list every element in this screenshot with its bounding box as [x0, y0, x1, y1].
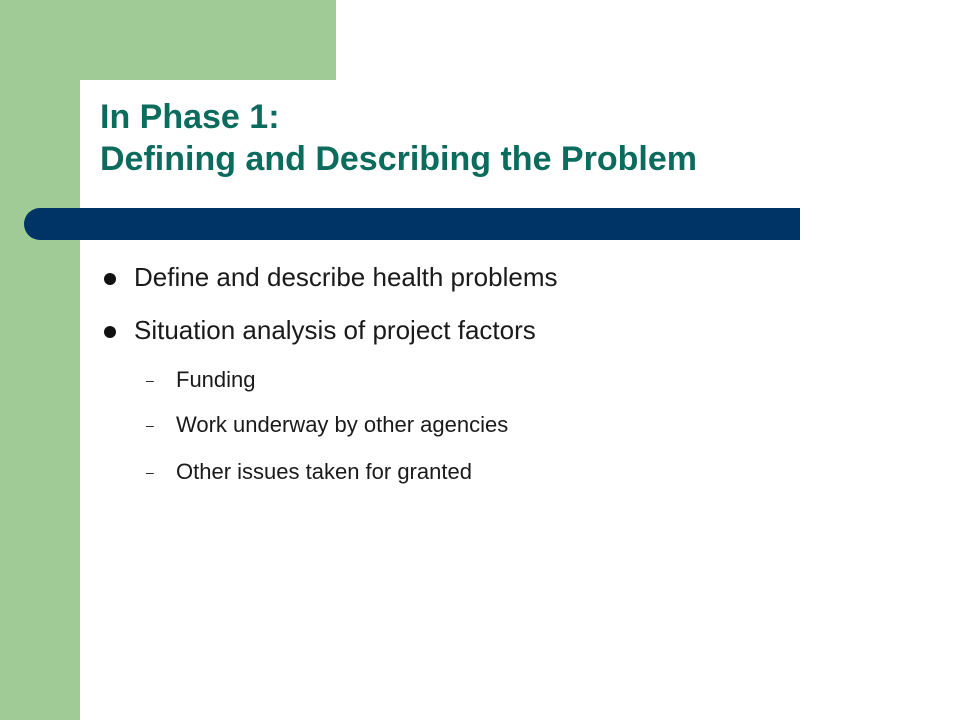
bullet-dot-icon [104, 273, 116, 285]
bullet-item [134, 315, 536, 346]
green-side-band [0, 0, 80, 720]
title-divider-bar [24, 208, 800, 240]
sub-bullet-item [146, 367, 256, 393]
sub-bullet-text: Other issues taken for granted [176, 459, 472, 484]
sub-bullet-text: Work underway by other agencies [176, 412, 509, 437]
bullet-item [134, 262, 557, 293]
dash-icon: – [146, 464, 154, 480]
green-top-band [80, 0, 336, 80]
title-line-2: Defining and Describing the Problem [100, 140, 697, 178]
dash-icon: – [146, 417, 154, 433]
slide-title [100, 96, 697, 180]
sub-bullet-item [146, 459, 472, 485]
sub-bullet-item [146, 412, 509, 438]
sub-bullet-text: Funding [176, 367, 256, 392]
bullet-text: Define and describe health problems [134, 262, 558, 292]
title-line-1: In Phase 1: [100, 98, 280, 136]
bullet-text: Situation analysis of project factors [134, 315, 536, 345]
dash-icon: – [146, 372, 154, 388]
bullet-dot-icon [104, 326, 116, 338]
